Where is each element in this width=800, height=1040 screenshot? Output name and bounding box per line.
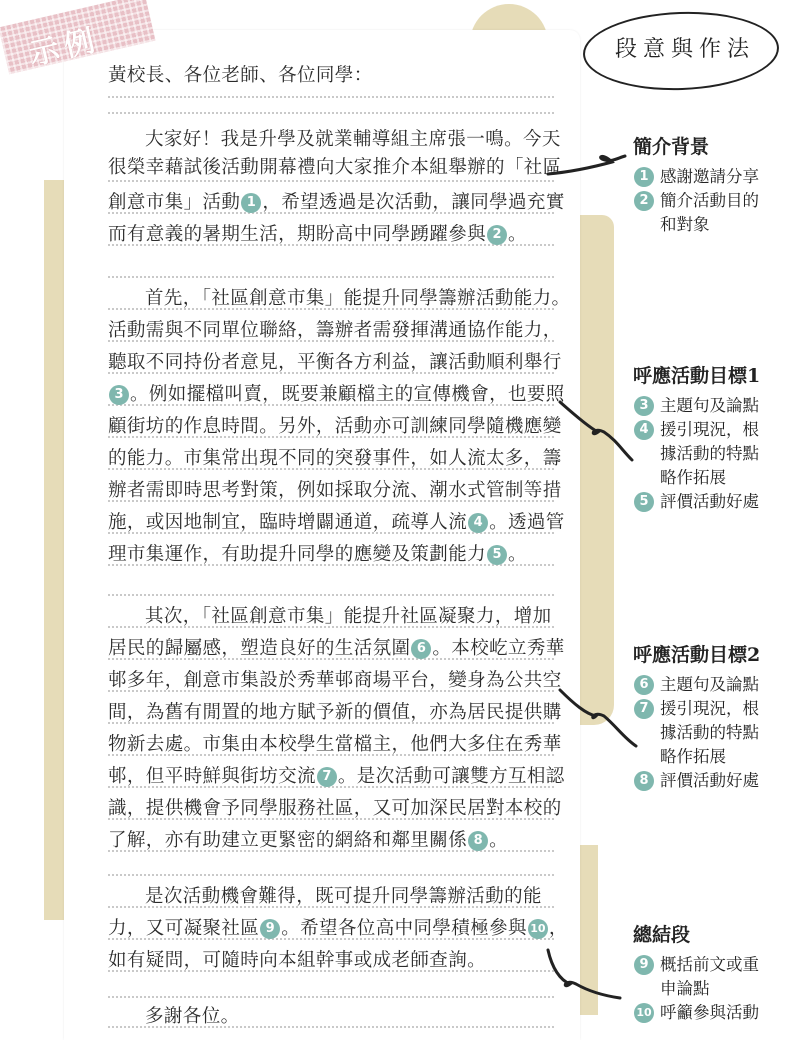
greeting: 黃校長、各位老師、各位同學： bbox=[108, 65, 373, 86]
section-heading: 總結段 bbox=[633, 924, 691, 946]
line-text: 理市集運作，有助提升同學的應變及策劃能力 bbox=[108, 544, 487, 565]
body-line bbox=[108, 637, 565, 661]
annotation-text: 評價活動好處 bbox=[660, 771, 759, 790]
line-text: 首先，「社區創意市集」能提升同學籌辦活動能力。 bbox=[145, 288, 571, 309]
section-heading: 呼應活動目標1 bbox=[633, 365, 761, 387]
line-text: 很榮幸藉試後活動開幕禮向大家推介本組舉辦的「社區 bbox=[108, 157, 562, 178]
section-heading: 簡介背景 bbox=[633, 136, 710, 158]
number-badge: 10 bbox=[634, 1003, 654, 1023]
ruled-line bbox=[108, 180, 554, 182]
annotation-item bbox=[633, 189, 759, 213]
line-text: 而有意義的暑期生活，期盼高中同學踴躍參與 bbox=[108, 224, 487, 245]
number-badge: 7 bbox=[317, 767, 337, 787]
body-line bbox=[108, 287, 570, 311]
header-title: 段意與作法 bbox=[614, 37, 755, 62]
ruled-line bbox=[108, 276, 554, 278]
line-text: 施，或因地制宜，臨時增闢通道，疏導人流 bbox=[108, 512, 468, 533]
number-badge: 7 bbox=[634, 699, 654, 719]
line-text: 。希望各位高中同學積極參與 bbox=[281, 918, 527, 939]
line-text: 是次活動機會難得，既可提升同學籌辦活動的能 bbox=[145, 886, 542, 907]
annotation-text-continued: 據活動的特點 bbox=[660, 444, 759, 463]
line-text: 。透過管 bbox=[489, 512, 565, 533]
body-line bbox=[108, 1005, 240, 1029]
number-badge: 2 bbox=[487, 225, 507, 245]
annotation-item bbox=[633, 165, 759, 189]
annotation-text: 感謝邀請分享 bbox=[660, 167, 759, 186]
body-line bbox=[108, 351, 562, 375]
number-badge: 8 bbox=[468, 831, 488, 851]
line-text: 大家好！我是升學及就業輔導組主席張一鳴。今天 bbox=[145, 129, 561, 150]
number-badge: 6 bbox=[634, 675, 654, 695]
annotation-text: 主題句及論點 bbox=[660, 396, 759, 415]
number-badge: 10 bbox=[528, 919, 548, 939]
body-line bbox=[108, 543, 527, 567]
line-text: 邨，但平時鮮與街坊交流 bbox=[108, 766, 316, 787]
number-badge: 1 bbox=[634, 167, 654, 187]
number-badge: 3 bbox=[109, 385, 129, 405]
line-text: 如有疑問，可隨時向本組幹事或成老師查詢。 bbox=[108, 950, 487, 971]
body-line bbox=[108, 949, 486, 973]
annotation-item bbox=[633, 769, 759, 793]
annotation-item bbox=[633, 953, 759, 977]
annotation-item bbox=[633, 490, 759, 514]
body-line bbox=[108, 191, 565, 215]
body-line bbox=[108, 829, 508, 853]
example-label: 示例 bbox=[25, 22, 104, 73]
annotation-text-continued: 據活動的特點 bbox=[660, 723, 759, 742]
line-text: 力，又可凝聚社區 bbox=[108, 918, 260, 939]
line-text: 活動需與不同單位聯絡，籌辦者需發揮溝通協作能力， bbox=[108, 320, 562, 341]
body-line bbox=[108, 511, 565, 535]
number-badge: 5 bbox=[634, 492, 654, 512]
line-text: 。 bbox=[508, 224, 527, 245]
annotation-text: 呼籲參與活動 bbox=[660, 1003, 759, 1022]
line-text: 。例如擺檔叫賣，既要兼顧檔主的宣傳機會，也要照 bbox=[130, 384, 565, 405]
body-line bbox=[108, 765, 565, 789]
line-text: 物新去處。市集由本校學生當檔主，他們大多住在秀華 bbox=[108, 734, 562, 755]
number-badge: 4 bbox=[468, 513, 488, 533]
number-badge: 9 bbox=[260, 919, 280, 939]
annotation-item bbox=[633, 394, 759, 418]
body-line bbox=[108, 415, 562, 439]
section-heading: 呼應活動目標2 bbox=[633, 644, 761, 666]
body-line bbox=[108, 885, 542, 909]
line-text: 居民的歸屬感，塑造良好的生活氛圍 bbox=[108, 638, 411, 659]
annotation-item bbox=[633, 1001, 759, 1025]
body-line bbox=[108, 319, 562, 343]
number-badge: 9 bbox=[634, 955, 654, 975]
annotation-text-continued: 略作拓展 bbox=[660, 747, 726, 766]
body-line bbox=[108, 733, 562, 757]
line-text: 其次，「社區創意市集」能提升社區凝聚力，增加 bbox=[145, 606, 552, 627]
number-badge: 2 bbox=[634, 191, 654, 211]
line-text: 間，為舊有閒置的地方賦予新的價值，亦為居民提供購 bbox=[108, 702, 562, 723]
annotation-text: 援引現況，根 bbox=[660, 699, 759, 718]
line-text: 辦者需即時思考對策，例如採取分流、潮水式管制等措 bbox=[108, 480, 562, 501]
line-text: 聽取不同持份者意見，平衡各方利益，讓活動順利舉行 bbox=[108, 352, 562, 373]
body-line bbox=[108, 447, 562, 471]
body-line bbox=[108, 383, 565, 407]
line-text: 。 bbox=[489, 830, 509, 851]
annotation-text: 概括前文或重 bbox=[660, 955, 759, 974]
line-text: 。 bbox=[508, 544, 527, 565]
ruled-line bbox=[108, 112, 554, 114]
line-text: ，希望透過是次活動，讓同學過充實 bbox=[262, 192, 565, 213]
line-text: 識，提供機會予同學服務社區，又可加深民居對本校的 bbox=[108, 798, 562, 819]
line-text: 了解，亦有助建立更緊密的網絡和鄰里關係 bbox=[108, 830, 468, 851]
annotation-item bbox=[633, 673, 759, 697]
annotation-text: 援引現況，根 bbox=[660, 420, 759, 439]
ruled-line bbox=[108, 594, 554, 596]
number-badge: 4 bbox=[634, 420, 654, 440]
annotation-text-continued: 申論點 bbox=[660, 979, 710, 998]
ruled-line bbox=[108, 96, 554, 98]
annotation-item bbox=[633, 418, 759, 442]
annotation-text-continued: 和對象 bbox=[660, 215, 710, 234]
body-line bbox=[108, 156, 562, 180]
line-text: 多謝各位。 bbox=[145, 1006, 240, 1027]
body-line bbox=[108, 223, 527, 247]
body-line bbox=[108, 797, 562, 821]
body-line bbox=[108, 128, 561, 152]
number-badge: 1 bbox=[241, 193, 261, 213]
annotation-text: 簡介活動目的 bbox=[660, 191, 759, 210]
line-text: 創意市集」活動 bbox=[108, 192, 241, 213]
line-text: 。本校屹立秀華 bbox=[432, 638, 565, 659]
number-badge: 6 bbox=[411, 639, 431, 659]
annotation-text-continued: 略作拓展 bbox=[660, 468, 726, 487]
body-line bbox=[108, 917, 568, 941]
annotation-text: 評價活動好處 bbox=[660, 492, 759, 511]
line-text: 的能力。市集常出現不同的突發事件，如人流太多，籌 bbox=[108, 448, 562, 469]
ruled-line bbox=[108, 874, 554, 876]
body-line bbox=[108, 479, 562, 503]
body-line bbox=[108, 605, 552, 629]
number-badge: 5 bbox=[487, 545, 507, 565]
annotation-text: 主題句及論點 bbox=[660, 675, 759, 694]
annotation-item bbox=[633, 697, 759, 721]
body-line bbox=[108, 669, 562, 693]
line-text: 邨多年，創意市集設於秀華邨商場平台，變身為公共空 bbox=[108, 670, 562, 691]
number-badge: 3 bbox=[634, 396, 654, 416]
body-line bbox=[108, 701, 562, 725]
line-text: 。是次活動可讓雙方互相認 bbox=[337, 766, 565, 787]
line-text: ， bbox=[548, 918, 568, 939]
number-badge: 8 bbox=[634, 771, 654, 791]
ruled-line bbox=[108, 996, 554, 998]
line-text: 顧街坊的作息時間。另外，活動亦可訓練同學隨機應變 bbox=[108, 416, 562, 437]
